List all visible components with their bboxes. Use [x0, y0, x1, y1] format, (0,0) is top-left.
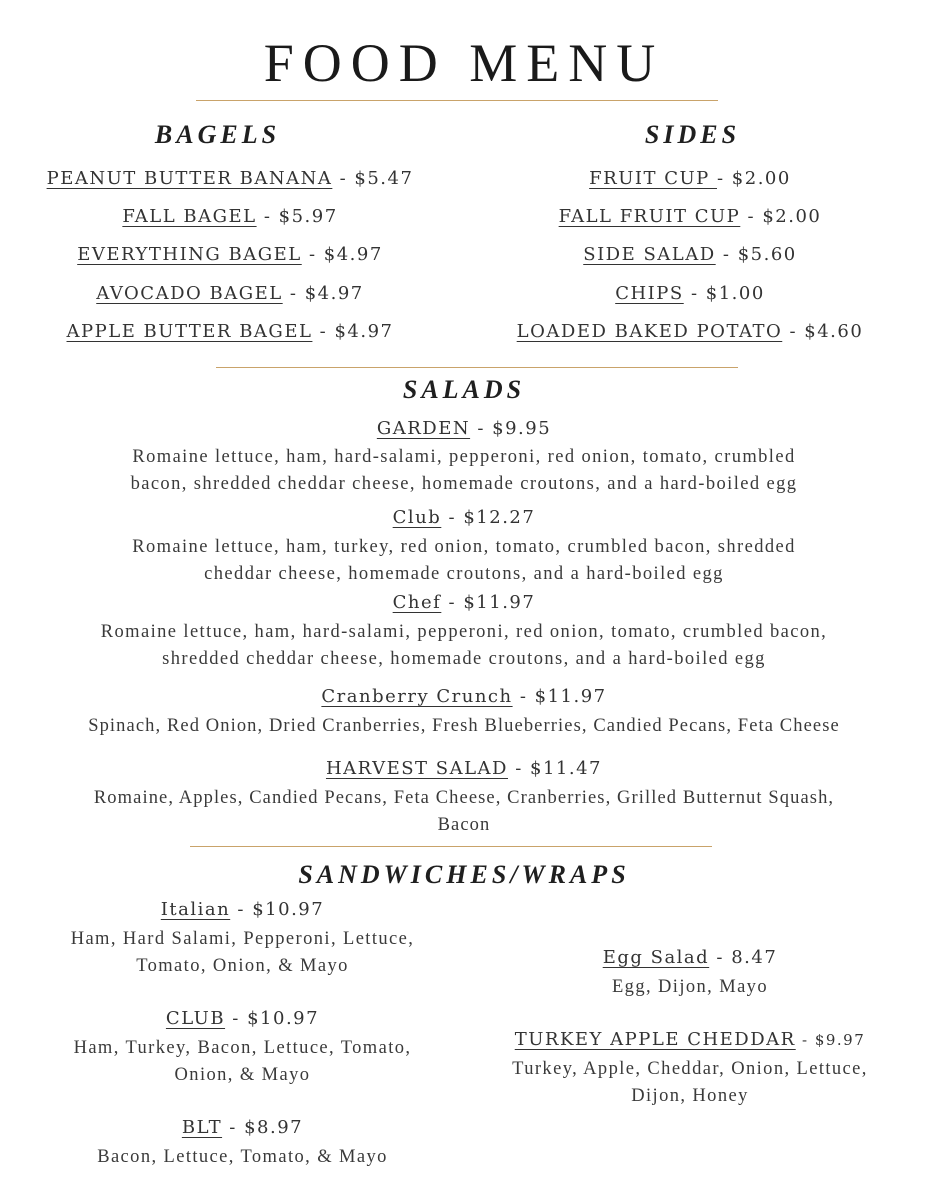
description-line: bacon, shredded cheddar cheese, homemade croutons, and a hard-boiled egg — [130, 474, 798, 494]
side-item — [480, 168, 900, 189]
salad-item-price: - $11.47 — [508, 758, 603, 779]
side-item — [480, 244, 900, 265]
salad-item-name: Club — [392, 507, 442, 528]
bagel-item — [20, 321, 440, 342]
sandwich-description — [470, 1056, 910, 1110]
bagel-item-name: APPLE BUTTER BAGEL — [66, 321, 313, 342]
description-line: Egg, Dijon, Mayo — [611, 977, 768, 997]
sandwich-item-name: BLT — [181, 1117, 223, 1138]
salad-item — [0, 418, 928, 439]
sandwich-item — [20, 1008, 465, 1029]
side-item-price: - $1.00 — [683, 283, 765, 304]
salad-description — [0, 534, 928, 588]
sandwich-item-name: Italian — [160, 899, 231, 920]
salad-description — [0, 619, 928, 673]
bagel-item-name: FALL BAGEL — [122, 206, 257, 227]
description-line: Bacon, Lettuce, Tomato, & Mayo — [97, 1147, 388, 1167]
bagel-item-price: - $4.97 — [282, 283, 364, 304]
side-item — [480, 321, 900, 342]
bagel-item — [20, 283, 440, 304]
sandwich-item — [20, 1117, 465, 1138]
bagels-heading: BAGELS — [154, 120, 281, 149]
sandwich-item — [20, 899, 465, 920]
description-line: shredded cheddar cheese, homemade croutons, and a hard-boiled egg — [162, 649, 766, 669]
side-item-name: FRUIT CUP — [589, 168, 717, 189]
salad-item-name: Cranberry Crunch — [321, 686, 513, 707]
sandwich-item — [470, 1029, 910, 1050]
description-line: Turkey, Apple, Cheddar, Onion, Lettuce, — [512, 1059, 868, 1079]
bagel-item-price: - $5.47 — [332, 168, 414, 189]
bagel-item — [20, 244, 440, 265]
description-line: Spinach, Red Onion, Dried Cranberries, Fresh Blueberries, Candied Pecans, Feta Cheese — [88, 716, 840, 736]
side-item — [480, 206, 900, 227]
description-line: Bacon — [437, 815, 491, 835]
salad-item-name: Chef — [392, 592, 442, 613]
sandwich-item-price: - $10.97 — [230, 899, 325, 920]
description-line: Romaine lettuce, ham, hard-salami, pepperoni, red onion, tomato, crumbled — [132, 447, 796, 467]
salads-divider — [190, 846, 712, 847]
salad-item-price: - $11.97 — [441, 592, 536, 613]
description-line: Tomato, Onion, & Mayo — [136, 956, 349, 976]
salad-item-name: HARVEST SALAD — [325, 758, 508, 779]
salad-description — [0, 785, 928, 839]
salad-description — [0, 444, 928, 498]
bagel-item-name: PEANUT BUTTER BANANA — [46, 168, 333, 189]
sandwich-description — [20, 926, 465, 980]
title-divider — [196, 100, 718, 101]
side-item-name: SIDE SALAD — [583, 244, 716, 265]
side-item-name: LOADED BAKED POTATO — [516, 321, 783, 342]
sandwiches-heading: SANDWICHES/WRAPS — [298, 860, 630, 889]
sandwich-item — [470, 947, 910, 968]
salad-item — [0, 758, 928, 779]
description-line: Romaine lettuce, ham, hard-salami, pepperoni, red onion, tomato, crumbled bacon, — [100, 622, 828, 642]
sandwich-description — [20, 1144, 465, 1171]
description-line: Romaine, Apples, Candied Pecans, Feta Cheese, Cranberries, Grilled Butternut Squash, — [93, 788, 835, 808]
side-item-price: - $2.00 — [716, 168, 791, 189]
salad-description — [0, 713, 928, 740]
salad-item — [0, 592, 928, 613]
bagel-item-price: - $5.97 — [256, 206, 338, 227]
sandwich-item-price: - $8.97 — [222, 1117, 304, 1138]
salad-item-name: GARDEN — [376, 418, 471, 439]
description-line: cheddar cheese, homemade croutons, and a hard-boiled egg — [204, 564, 724, 584]
sides-divider — [216, 367, 738, 368]
description-line: Ham, Turkey, Bacon, Lettuce, Tomato, — [73, 1038, 412, 1058]
sandwich-item-name: Egg Salad — [602, 947, 710, 968]
description-line: Onion, & Mayo — [174, 1065, 311, 1085]
description-line: Ham, Hard Salami, Pepperoni, Lettuce, — [70, 929, 415, 949]
side-item-name: CHIPS — [615, 283, 684, 304]
salads-heading: SALADS — [402, 375, 526, 404]
side-item-name: FALL FRUIT CUP — [558, 206, 741, 227]
sandwich-item-name: CLUB — [165, 1008, 226, 1029]
bagel-item-price: - $4.97 — [301, 244, 383, 265]
bagel-item-price: - $4.97 — [312, 321, 394, 342]
sandwich-description — [20, 1035, 465, 1089]
bagel-item — [20, 206, 440, 227]
salad-item-price: - $9.95 — [470, 418, 552, 439]
side-item-price: - $5.60 — [715, 244, 797, 265]
page-title: FOOD MENU — [263, 33, 665, 93]
bagel-item-name: EVERYTHING BAGEL — [77, 244, 302, 265]
sandwich-description — [470, 974, 910, 1001]
salad-item-price: - $11.97 — [512, 686, 607, 707]
side-item-price: - $4.60 — [782, 321, 864, 342]
description-line: Dijon, Honey — [631, 1086, 749, 1106]
side-item-price: - $2.00 — [740, 206, 822, 227]
bagel-item-name: AVOCADO BAGEL — [96, 283, 283, 304]
salad-item — [0, 507, 928, 528]
sandwich-item-price: - 8.47 — [709, 947, 778, 968]
description-line: Romaine lettuce, ham, turkey, red onion, tomato, crumbled bacon, shredded — [132, 537, 796, 557]
salad-item — [0, 686, 928, 707]
side-item — [480, 283, 900, 304]
sandwich-item-name: TURKEY APPLE CHEDDAR — [514, 1029, 796, 1050]
sandwich-item-price: - $9.97 — [795, 1031, 866, 1049]
sandwich-item-price: - $10.97 — [225, 1008, 320, 1029]
salad-item-price: - $12.27 — [441, 507, 536, 528]
sides-heading: SIDES — [644, 120, 741, 149]
bagel-item — [20, 168, 440, 189]
